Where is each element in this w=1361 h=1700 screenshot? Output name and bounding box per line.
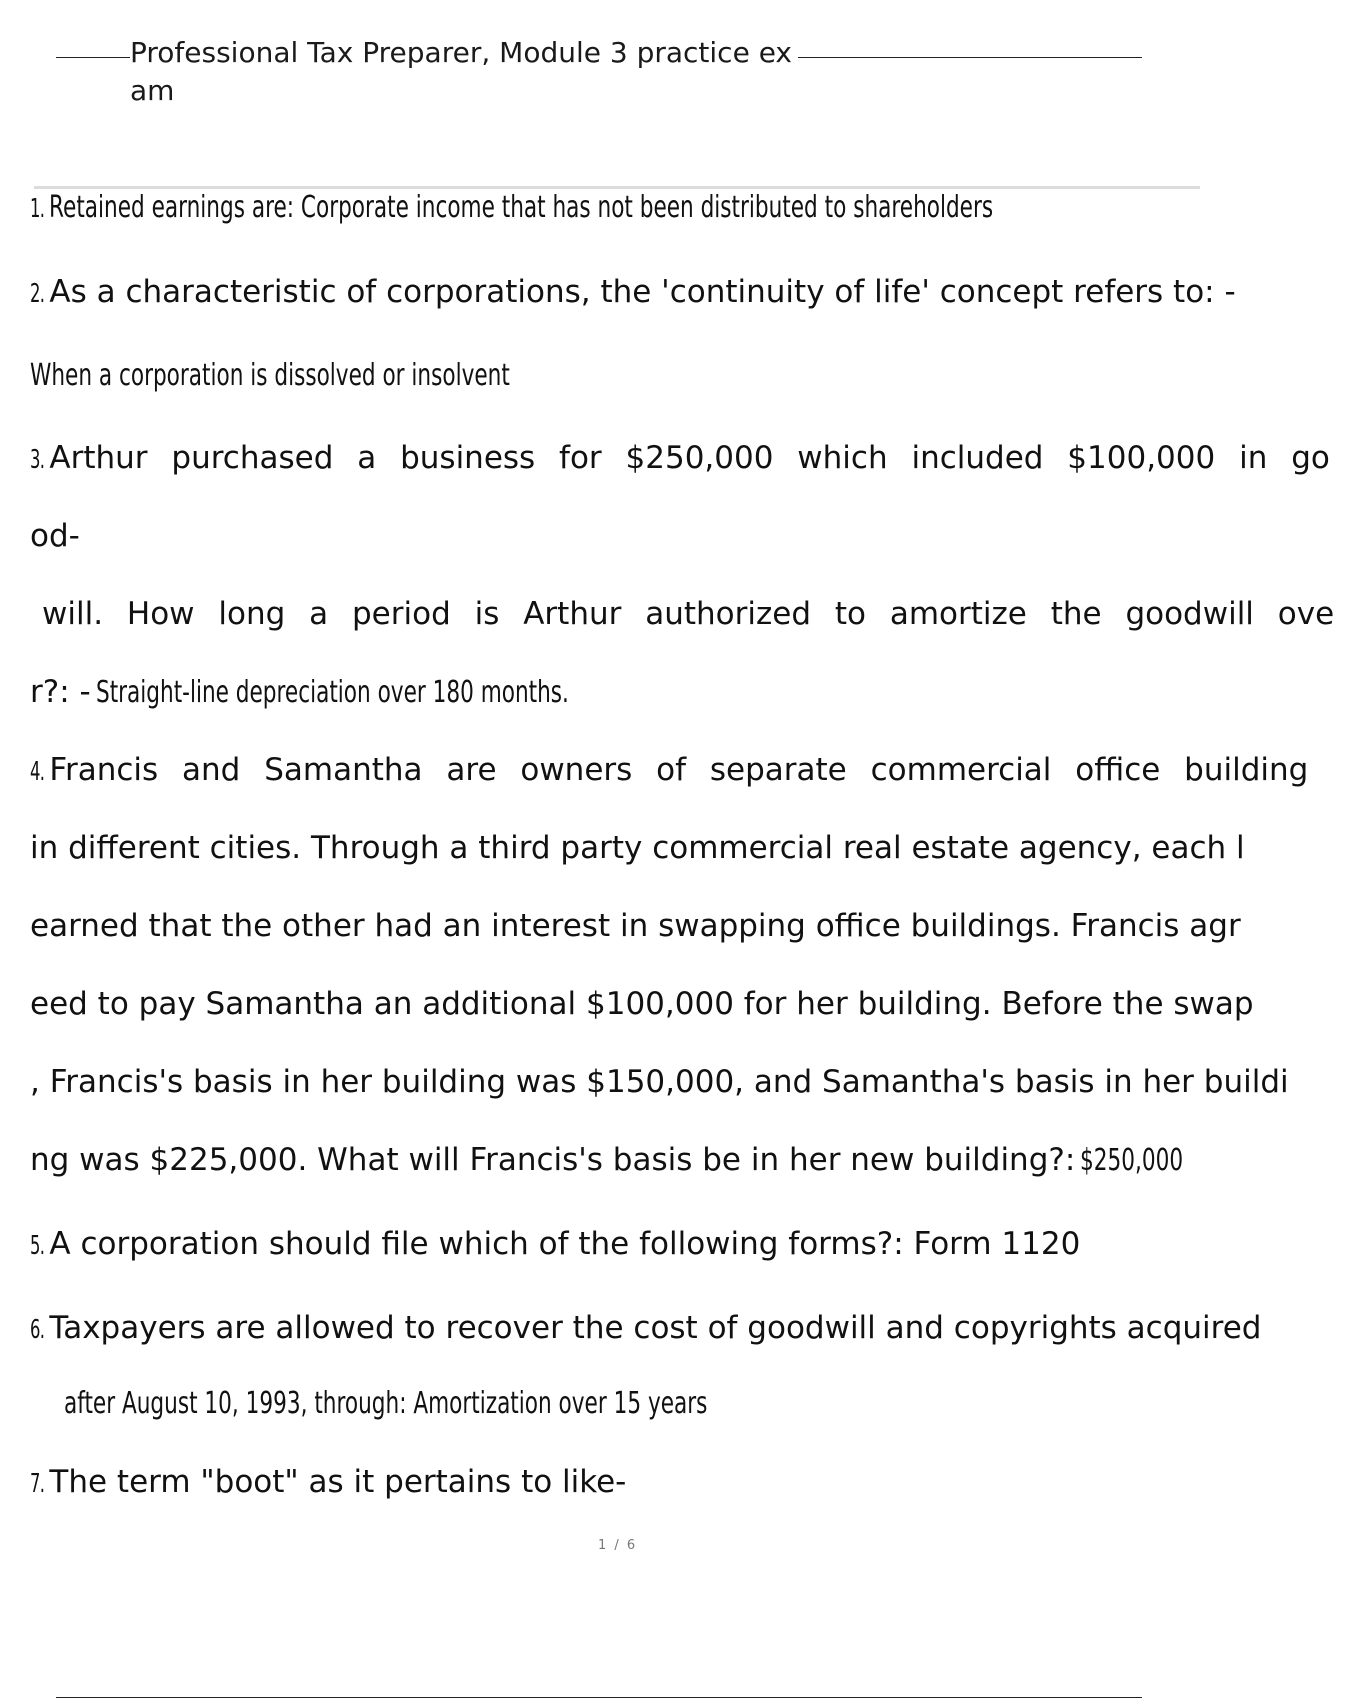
item-3-line-4 [30,674,753,710]
item-question-text: in different cities. Through a third party commercial real estate agency, each l [30,830,1245,866]
item-question-text: r?: - [30,674,91,710]
item-question-text: will. How long a period is Arthur authorized to amortize the goodwill ove [42,596,1335,632]
item-7 [30,1464,626,1500]
item-1 [30,190,1361,225]
item-answer-text: When a corporation is dissolved or insolvent [30,358,510,393]
document-title: Professional Tax Preparer, Module 3 practice ex [130,36,798,69]
item-5 [30,1226,1080,1262]
item-question-text: As a characteristic of corporations, the 'continuity of life' concept refers to: - [49,274,1236,310]
item-4-line-2 [30,830,1245,866]
item-number: 4. [30,757,45,787]
item-number: 7. [30,1469,45,1499]
item-3-line-2 [30,518,80,554]
bottom-rule [56,1697,1142,1698]
item-2-question [30,274,1236,310]
item-number: 1. [30,194,45,224]
header-divider [34,186,1200,189]
item-4-line-4 [30,986,1254,1022]
item-4-line-3 [30,908,1241,944]
item-number: 5. [30,1231,45,1261]
item-4-line-6 [30,1142,1224,1178]
item-question-text: Taxpayers are allowed to recover the cost of goodwill and copyrights acquired [49,1310,1262,1346]
item-2-answer [30,358,696,393]
item-number: 3. [30,445,45,475]
item-question-text: Arthur purchased a business for $250,000 which included $100,000 in go [49,440,1330,476]
page-indicator: 1 / 6 [598,1538,638,1553]
item-6-line-2 [64,1386,958,1421]
item-text: Retained earnings are: Corporate income that has not been distributed to shareholders [49,190,994,225]
item-number: 6. [30,1315,45,1345]
item-answer-text: Straight-line depreciation over 180 months. [95,675,569,710]
item-6-line-1 [30,1310,1261,1346]
item-number: 2. [30,279,45,309]
item-question-text: eed to pay Samantha an additional $100,000 for her building. Before the swap [30,986,1254,1022]
item-answer-text: $250,000 [1080,1143,1184,1178]
item-question-text: ng was $225,000. What will Francis's basis be in her new building?: [30,1142,1076,1178]
item-text: The term "boot" as it pertains to like- [49,1464,627,1500]
item-3-line-1 [30,440,1330,476]
item-question-text: , Francis's basis in her building was $150,000, and Samantha's basis in her buildi [30,1064,1289,1100]
item-3-line-3 [42,596,1334,632]
item-question-text: Francis and Samantha are owners of separate commercial office building [49,752,1309,788]
document-title-continuation: am [130,74,175,107]
item-4-line-1 [30,752,1308,788]
item-4-line-5 [30,1064,1289,1100]
item-question-text: od- [30,518,80,554]
item-question-text: earned that the other had an interest in swapping office buildings. Francis agr [30,908,1241,944]
item-text: A corporation should file which of the following forms?: Form 1120 [49,1226,1081,1262]
item-answer-text: after August 10, 1993, through: Amortization over 15 years [64,1386,708,1421]
